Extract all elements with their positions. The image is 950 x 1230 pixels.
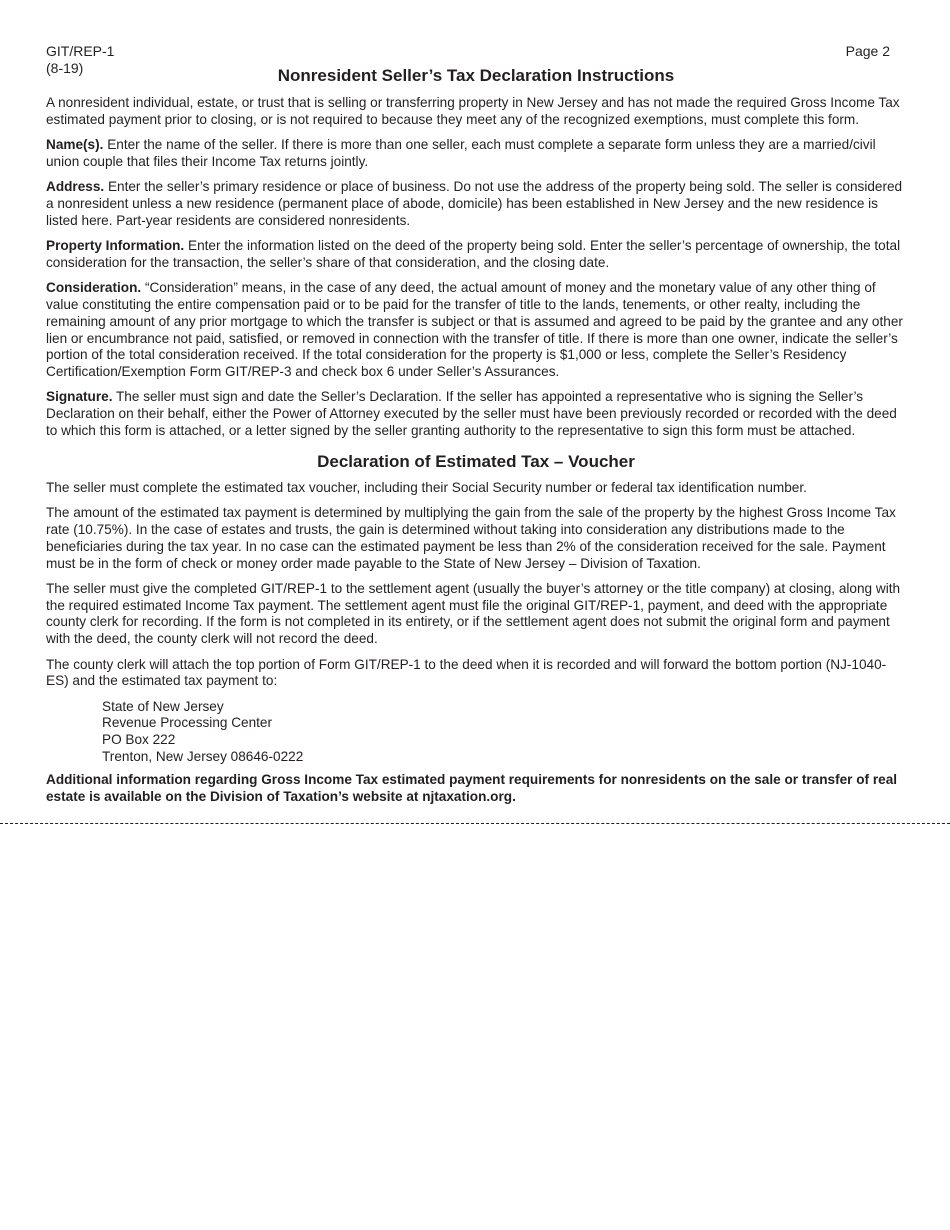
section-heading: Consideration.	[46, 280, 142, 296]
section-signature	[46, 389, 906, 439]
address-line: Trenton, New Jersey 08646-0222	[102, 749, 304, 764]
section-text: Enter the name of the seller. If there is more than one seller, each must complete a separate form unless they are a married/civil union couple that files their Income Tax returns jointly.	[46, 137, 876, 169]
form-revision: (8-19)	[46, 60, 84, 76]
address-line: State of New Jersey	[102, 698, 224, 714]
section-names	[46, 137, 906, 171]
section-heading: Address.	[46, 179, 105, 195]
voucher-paragraph: The seller must give the completed GIT/REP-1 to the settlement agent (usually the buyer’s attorney or the title company) at closing, along with the required estimated Income Tax payment. The settlement agent must file the original GIT/REP-1, payment, and deed with the appropriate county clerk for recording. If the form is not completed in its entirety, or if the settlement agent does not submit the original form and payment with the deed, the county clerk will not record the deed.	[46, 580, 901, 647]
section-heading: Name(s).	[46, 137, 104, 153]
page-number: Page 2	[845, 43, 890, 59]
section-heading: Signature.	[46, 389, 113, 405]
additional-info-note: Additional information regarding Gross Income Tax estimated payment requirements for nonresidents on the sale or transfer of real estate is available on the Division of Taxation’s website at njtaxation.org.	[46, 771, 898, 804]
voucher-paragraph: The county clerk will attach the top portion of Form GIT/REP-1 to the deed when it is recorded and will forward the bottom portion (NJ-1040-ES) and the estimated tax payment to:	[46, 656, 887, 689]
voucher-paragraph: The amount of the estimated tax payment is determined by multiplying the gain from the sale of the property by the highest Gross Income Tax rate (10.75%). In the case of estates and trusts, the gain is determined without taking into consideration any distributions made to the beneficiaries during the tax year. In no case can the estimated payment be less than 2% of the consideration received for the sale. Payment must be in the form of check or money order made payable to the State of New Jersey – Division of Taxation.	[46, 505, 896, 571]
section-text: “Consideration” means, in the case of any deed, the actual amount of money and the monetary value of any other thing of value constituting the entire compensation paid or to be paid for the transfer of title to the lands, tenements, or other realty, including the remaining amount of any prior mortgage to which the transfer is subject or that is assumed and agreed to be paid by the grantee and any other lien or encumbrance not paid, satisfied, or removed in connection with the transfer of title. If there is more than one owner, indicate the seller’s portion of the total consideration received. If the total consideration for the property is $1,000 or less, complete the Seller’s Residency Certification/Exemption Form GIT/REP-3 and check box 6 under Seller’s Assurances.	[46, 280, 903, 380]
address-line: Revenue Processing Center	[102, 715, 273, 731]
dashed-cut-line	[0, 823, 950, 824]
instructions-body	[46, 65, 906, 805]
instructions-title: Nonresident Seller’s Tax Declaration Instructions	[277, 66, 675, 85]
intro-paragraph: A nonresident individual, estate, or trust that is selling or transferring property in New Jersey and has not made the required Gross Income Tax estimated payment prior to closing, or is not required to because they meet any of the recognized exemptions, must complete this form.	[46, 95, 900, 127]
section-text: Enter the seller’s primary residence or place of business. Do not use the address of the property being sold. The seller is considered a nonresident unless a new residence (permanent place of abode, domicile) has been established in New Jersey and the new residence is listed here. Part-year residents are considered nonresidents.	[46, 179, 903, 228]
section-property-information	[46, 238, 906, 272]
section-text: The seller must sign and date the Seller’s Declaration. If the seller has appointed a representative who is signing the Seller’s Declaration on their behalf, either the Power of Attorney executed by the seller must have been previously recorded or recorded with the deed to which this form is attached, or a letter signed by the seller granting authority to the representative to sign this form must be attached.	[46, 389, 897, 439]
mailing-address	[102, 699, 906, 766]
section-consideration	[46, 280, 906, 381]
form-code: GIT/REP-1	[46, 43, 115, 59]
section-text: Enter the information listed on the deed of the property being sold. Enter the seller’s percentage of ownership, the total consideration for the transaction, the seller’s share of that consideration, and the closing date.	[46, 238, 901, 270]
section-heading: Property Information.	[46, 238, 185, 254]
voucher-title: Declaration of Estimated Tax – Voucher	[317, 451, 635, 471]
address-line: PO Box 222	[102, 732, 176, 748]
voucher-paragraph: The seller must complete the estimated tax voucher, including their Social Security number or federal tax identification number.	[46, 479, 807, 495]
section-address	[46, 179, 906, 229]
